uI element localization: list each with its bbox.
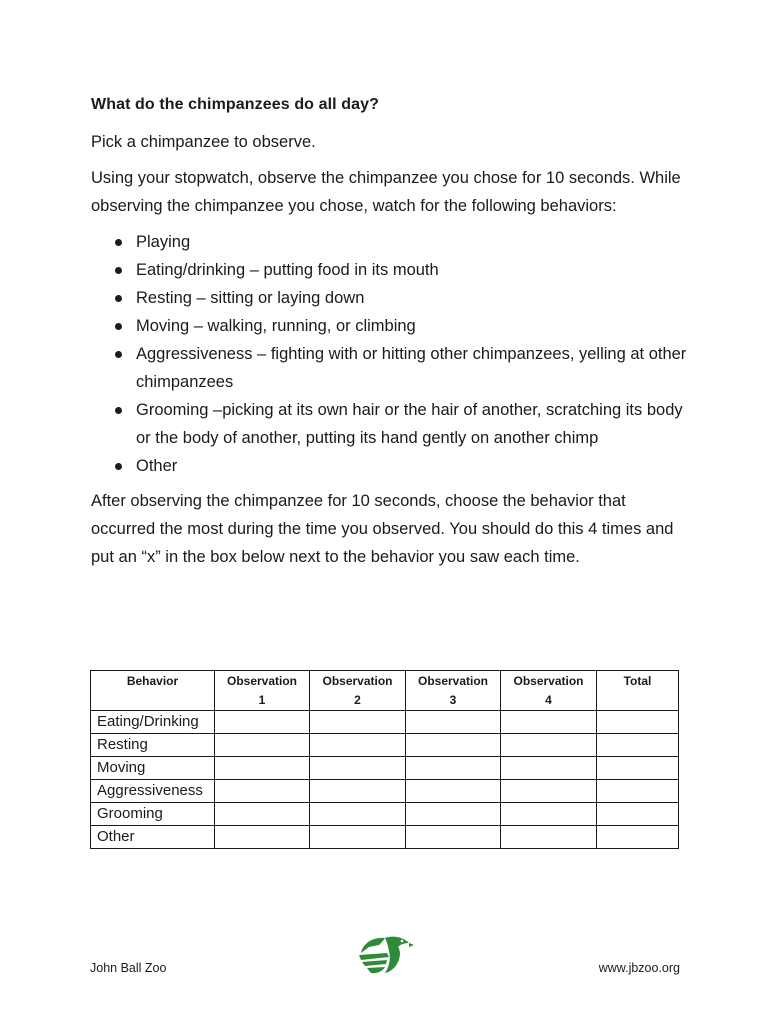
observation-cell [501, 734, 597, 757]
observation-cell [501, 711, 597, 734]
list-item-text: Resting – sitting or laying down [136, 289, 365, 307]
list-item-text: Playing [136, 233, 191, 251]
observation-cell [215, 757, 310, 780]
observation-cell [406, 803, 501, 826]
bullet-icon [115, 463, 122, 470]
behavior-cell: Aggressiveness [91, 780, 215, 803]
list-item [91, 312, 691, 340]
list-item [91, 228, 691, 256]
behavior-cell: Grooming [91, 803, 215, 826]
table-row [91, 826, 679, 849]
observation-cell [215, 803, 310, 826]
list-item-text: Eating/drinking – putting food in its mouth [136, 261, 439, 279]
total-cell [597, 803, 679, 826]
observation-cell [501, 780, 597, 803]
page-title: What do the chimpanzees do all day? [91, 96, 379, 113]
header-observation-2-label: Observation [322, 674, 393, 688]
header-observation-3 [406, 671, 501, 711]
bullet-icon [115, 323, 122, 330]
header-total [597, 671, 679, 711]
header-observation-4-number: 4 [545, 693, 552, 707]
table-row [91, 757, 679, 780]
total-cell [597, 734, 679, 757]
worksheet-content [91, 94, 691, 579]
list-item [91, 256, 691, 284]
instructions-text: Using your stopwatch, observe the chimpanzee you chose for 10 seconds. While observing the chimpanzee you chose, watch for the following behaviors: [91, 169, 681, 215]
observation-cell [406, 711, 501, 734]
footer-organization: John Ball Zoo [90, 961, 167, 975]
header-observation-3-number: 3 [449, 693, 457, 707]
list-item [91, 452, 691, 480]
behavior-cell: Other [91, 826, 215, 849]
behavior-cell: Resting [91, 734, 215, 757]
header-observation-1-label: Observation [226, 674, 298, 688]
list-item-text: Grooming –picking at its own hair or the hair of another, scratching its body or the body of another, putting its hand gently on another chimp [136, 401, 683, 447]
header-observation-4-label: Observation [513, 674, 584, 688]
table-row [91, 711, 679, 734]
observation-cell [215, 734, 310, 757]
header-behavior-label: Behavior [126, 674, 179, 688]
header-observation-1 [215, 671, 310, 711]
table-row [91, 734, 679, 757]
header-observation-1-number: 1 [258, 693, 266, 707]
observation-cell [501, 757, 597, 780]
observation-cell [310, 734, 406, 757]
table-header-row [91, 671, 679, 711]
bullet-icon [115, 239, 122, 246]
observation-cell [310, 711, 406, 734]
bullet-icon [115, 407, 122, 414]
followup-instructions-text: After observing the chimpanzee for 10 seconds, choose the behavior that occurred the most during the time you observed. You should do this 4 times and put an “x” in the box below next to the behavior you saw each time. [91, 492, 674, 566]
observation-cell [215, 780, 310, 803]
behavior-list [91, 228, 691, 480]
footer-website: www.jbzoo.org [598, 961, 680, 975]
total-cell [597, 757, 679, 780]
observation-cell [406, 757, 501, 780]
bullet-icon [115, 351, 122, 358]
header-observation-2 [310, 671, 406, 711]
list-item-text: Moving – walking, running, or climbing [136, 317, 416, 335]
john-ball-zoo-logo-icon [357, 933, 415, 977]
header-observation-2-number: 2 [354, 693, 361, 707]
table-row [91, 780, 679, 803]
observation-cell [406, 734, 501, 757]
list-item [91, 340, 691, 396]
observation-cell [406, 780, 501, 803]
list-item-text: Other [136, 457, 178, 475]
list-item-text: Aggressiveness – fighting with or hitting other chimpanzees, yelling at other chimpanzees [136, 345, 687, 391]
observation-cell [215, 711, 310, 734]
observation-cell [310, 757, 406, 780]
total-cell [597, 826, 679, 849]
total-cell [597, 711, 679, 734]
observation-cell [310, 780, 406, 803]
table-row [91, 803, 679, 826]
observation-table [90, 670, 679, 849]
observation-cell [310, 803, 406, 826]
observation-cell [501, 803, 597, 826]
header-total-label: Total [623, 674, 652, 688]
total-cell [597, 780, 679, 803]
intro-text: Pick a chimpanzee to observe. [91, 133, 316, 151]
header-observation-4 [501, 671, 597, 711]
list-item [91, 284, 691, 312]
header-observation-3-label: Observation [417, 674, 489, 688]
bullet-icon [115, 267, 122, 274]
header-behavior [91, 671, 215, 711]
observation-cell [310, 826, 406, 849]
behavior-cell: Moving [91, 757, 215, 780]
observation-cell [406, 826, 501, 849]
observation-cell [215, 826, 310, 849]
behavior-cell: Eating/Drinking [91, 711, 215, 734]
bullet-icon [115, 295, 122, 302]
list-item [91, 396, 691, 452]
observation-cell [501, 826, 597, 849]
